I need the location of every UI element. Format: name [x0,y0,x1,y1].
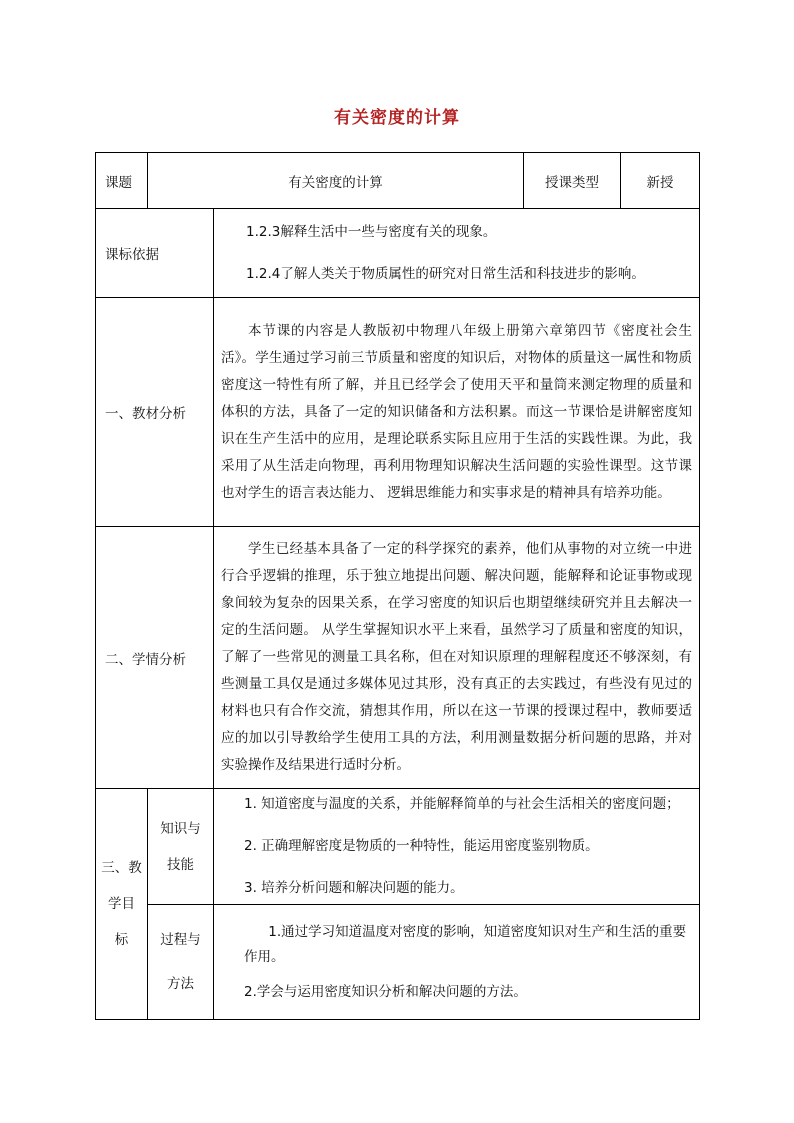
objective-item: 3. 培养分析问题和解决问题的能力。 [244,880,464,896]
objective-item: 2.学会与运用密度知识分析和解决问题的方法。 [244,983,527,1000]
topic-label: 课题 [96,153,148,209]
lesson-plan-table [95,152,700,1020]
material-analysis-text: 本节课的内容是人教版初中物理八年级上册第六章第四节《密度社会生活》。学生通过学习前三节质量和密度的知识后，对物体的质量这一属性和物质密度这一特性有所了解，并且已经学会了使用天平和量筒来测定物理的质量和体积的方法，具备了一定的知识储备和方法积累。而这一节课恰是讲解密度知识在生产生活中的应用，是理论联系实际且应用于生活的实践性课。为此，我采用了从生活走向物理，再利用物理知识解决生活问题的实验性课型。这节课也对学生的语言表达能力、 逻辑思维能力和实事求是的精神具有培养功能。 [214,298,700,527]
knowledge-skills-label: 知识与 技能 [148,789,214,905]
material-analysis-label: 一、教材分析 [96,298,214,527]
lesson-type-label: 授课类型 [524,153,621,209]
objective-item: 2. 正确理解密度是物质的一种特性，能运用密度鉴别物质。 [244,838,599,854]
objectives-process-row [96,905,700,1020]
standards-row [96,209,700,298]
objective-item: 1.通过学习知道温度对密度的影响，知道密度知识对生产和生活的重要作用。 [244,923,687,965]
topic-value: 有关密度的计算 [148,153,524,209]
standards-label: 课标依据 [96,209,214,298]
header-row [96,153,700,209]
standard-item: 1.2.4了解人类关于物质属性的研究对日常生活和科技进步的影响。 [246,266,645,282]
knowledge-skills-content [214,789,700,905]
standards-content [214,209,700,298]
lesson-type-value: 新授 [621,153,700,209]
student-analysis-text: 学生已经基本具备了一定的科学探究的素养，他们从事物的对立统一中进行合乎逻辑的推理，乐于独立地提出问题、解决问题，能解释和论证事物或现象间较为复杂的因果关系，在学习密度的知识后也期望继续研究并且去解决一定的生活问题。 从学生掌握知识水平上来看，虽然学习了质量和密度的知识，了解了一些常见的测量工具名称，但在对知识原理的理解程度还不够深刻，有些测量工具仅是通过多媒体见过其形，没有真正的去实践过，有些没有见过的材料也只有合作交流，猜想其作用，所以在这一节课的授课过程中，教师要适应的加以引导教给学生使用工具的方法，利用测量数据分析问题的思路，并对实验操作及结果进行适时分析。 [214,527,700,789]
student-analysis-row [96,527,700,789]
process-methods-label: 过程与 方法 [148,905,214,1020]
student-analysis-label: 二、学情分析 [96,527,214,789]
material-analysis-row [96,298,700,527]
objective-item: 1. 知道密度与温度的关系，并能解释简单的与社会生活相关的密度问题； [244,796,680,812]
process-methods-content [214,905,700,1020]
document-title: 有关密度的计算 [334,108,460,128]
standard-item: 1.2.3解释生活中一些与密度有关的现象。 [246,224,497,240]
objectives-knowledge-row [96,789,700,905]
objectives-label: 三、教 学目 标 [96,789,148,1020]
